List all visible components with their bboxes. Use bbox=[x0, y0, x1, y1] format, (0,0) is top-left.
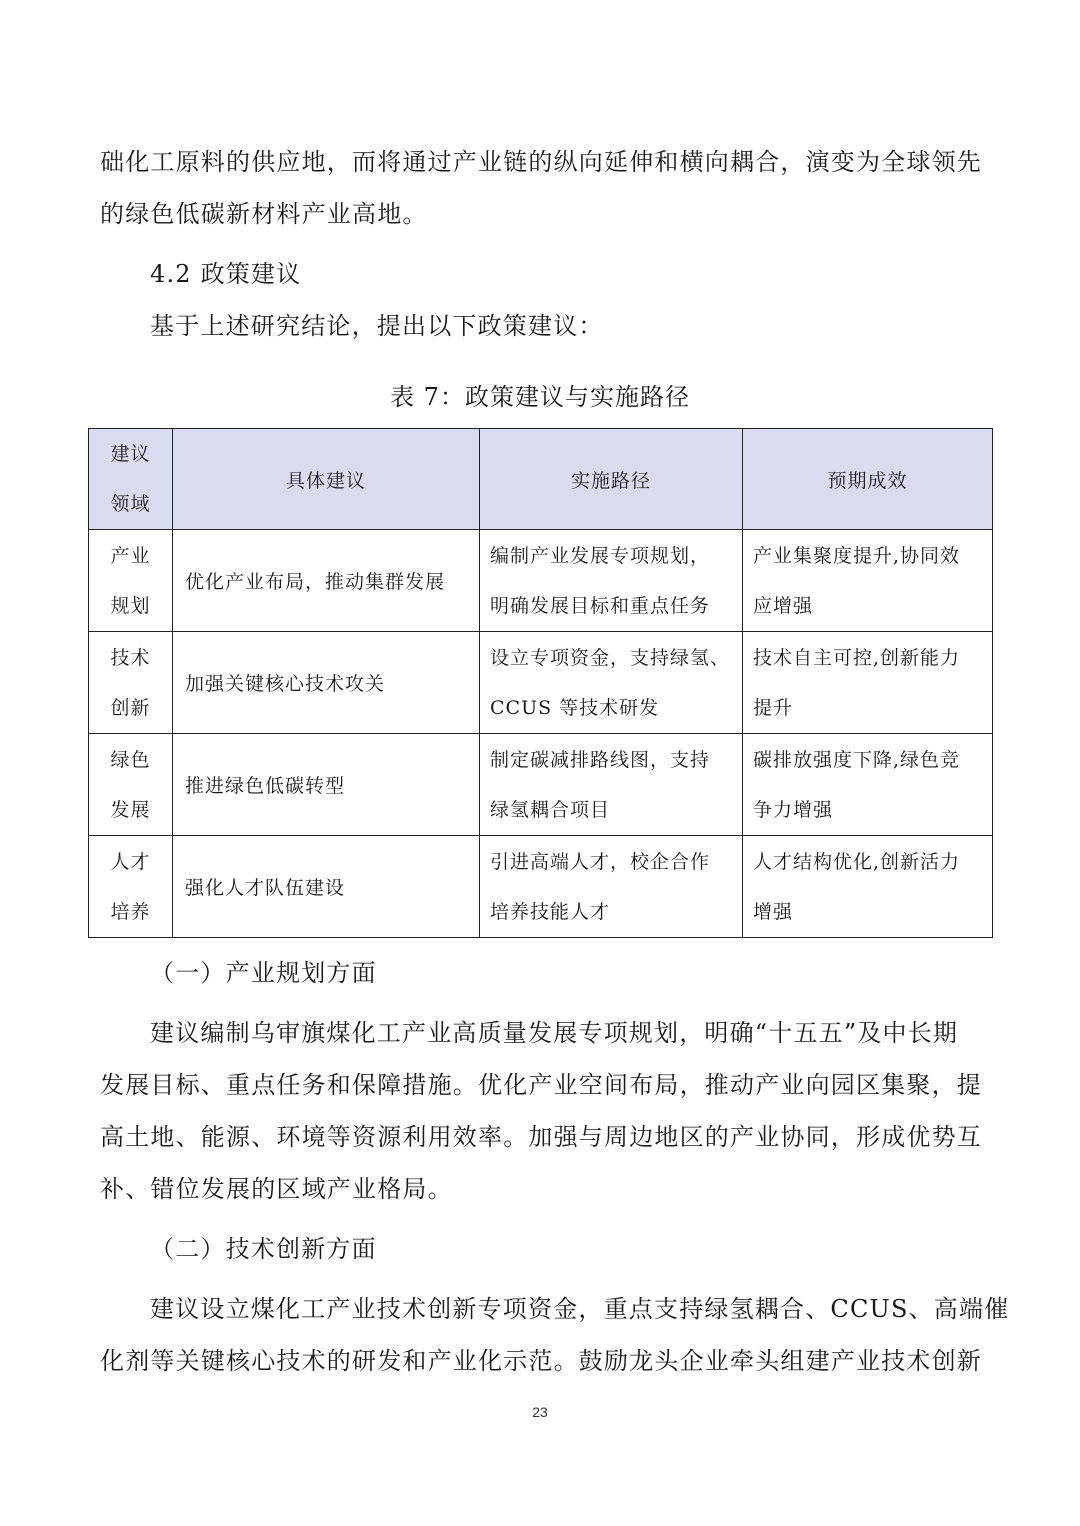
header-effect: 预期成效 bbox=[743, 429, 993, 530]
row-field-line1: 绿色 bbox=[110, 748, 151, 771]
header-field-line1: 建议 bbox=[110, 443, 151, 465]
row-effect-line2: 提升 bbox=[753, 696, 794, 719]
row-path-line2: 绿氢耦合项目 bbox=[490, 798, 611, 821]
table-row bbox=[89, 530, 993, 632]
row-path-line2: CCUS 等技术研发 bbox=[490, 696, 660, 719]
subsection-title: （二）技术创新方面 bbox=[150, 1235, 377, 1263]
row-path bbox=[480, 632, 743, 734]
table-row bbox=[89, 836, 993, 938]
row-effect-line1: 技术自主可控,创新能力 bbox=[753, 646, 961, 669]
row-suggestion: 推进绿色低碳转型 bbox=[173, 734, 480, 836]
body-text-line: 高土地、能源、环境等资源利用效率。加强与周边地区的产业协同，形成优势互 bbox=[100, 1123, 982, 1151]
row-field-line1: 技术 bbox=[110, 646, 151, 669]
subsection-title: （一）产业规划方面 bbox=[150, 959, 377, 987]
table-row bbox=[89, 734, 993, 836]
body-text-line: 发展目标、重点任务和保障措施。优化产业空间布局，推动产业向园区集聚，提 bbox=[100, 1071, 982, 1099]
header-field-line2: 领域 bbox=[110, 493, 151, 515]
row-effect bbox=[743, 836, 993, 938]
table-header-row bbox=[89, 429, 993, 530]
row-field bbox=[89, 734, 173, 836]
row-path-line1: 制定碳减排路线图，支持 bbox=[490, 748, 711, 771]
policy-table bbox=[88, 428, 993, 938]
row-path-line2: 明确发展目标和重点任务 bbox=[490, 594, 711, 617]
row-effect bbox=[743, 734, 993, 836]
body-text-line: 的绿色低碳新材料产业高地。 bbox=[100, 200, 428, 228]
table-row bbox=[89, 632, 993, 734]
row-path-line1: 引进高端人才，校企合作 bbox=[490, 850, 711, 873]
section-lead: 基于上述研究结论，提出以下政策建议： bbox=[150, 312, 604, 340]
header-suggestion: 具体建议 bbox=[173, 429, 480, 530]
row-path bbox=[480, 530, 743, 632]
header-field bbox=[89, 429, 173, 530]
body-text-line: 化剂等关键核心技术的研发和产业化示范。鼓励龙头企业牵头组建产业技术创新 bbox=[100, 1347, 982, 1375]
row-path bbox=[480, 836, 743, 938]
row-effect-line1: 产业集聚度提升,协同效 bbox=[753, 544, 961, 567]
row-path-line2: 培养技能人才 bbox=[490, 900, 611, 923]
table-caption: 表 7：政策建议与实施路径 bbox=[390, 383, 690, 411]
section-heading: 4.2 政策建议 bbox=[150, 260, 302, 288]
row-effect-line1: 人才结构优化,创新活力 bbox=[753, 850, 961, 873]
row-field bbox=[89, 632, 173, 734]
row-effect-line2: 应增强 bbox=[753, 594, 814, 617]
row-field bbox=[89, 530, 173, 632]
row-field-line2: 发展 bbox=[110, 798, 151, 821]
body-text-line: 建议设立煤化工产业技术创新专项资金，重点支持绿氢耦合、CCUS、高端催 bbox=[150, 1295, 1010, 1323]
row-path-line1: 设立专项资金，支持绿氢、 bbox=[490, 646, 731, 669]
body-text-line: 补、错位发展的区域产业格局。 bbox=[100, 1175, 453, 1203]
row-suggestion: 优化产业布局，推动集群发展 bbox=[173, 530, 480, 632]
header-path: 实施路径 bbox=[480, 429, 743, 530]
row-effect-line1: 碳排放强度下降,绿色竞 bbox=[753, 748, 961, 771]
row-effect bbox=[743, 530, 993, 632]
row-field-line1: 产业 bbox=[110, 544, 151, 567]
body-text-line: 础化工原料的供应地，而将通过产业链的纵向延伸和横向耦合，演变为全球领先 bbox=[100, 148, 982, 176]
row-effect-line2: 增强 bbox=[753, 900, 794, 923]
row-effect-line2: 争力增强 bbox=[753, 798, 834, 821]
row-path bbox=[480, 734, 743, 836]
row-field bbox=[89, 836, 173, 938]
row-suggestion: 强化人才队伍建设 bbox=[173, 836, 480, 938]
row-path-line1: 编制产业发展专项规划， bbox=[490, 544, 711, 567]
row-field-line2: 培养 bbox=[110, 900, 151, 923]
row-field-line1: 人才 bbox=[110, 850, 151, 873]
page-number: 23 bbox=[532, 1404, 548, 1420]
body-text-line: 建议编制乌审旗煤化工产业高质量发展专项规划，明确“十五五”及中长期 bbox=[150, 1019, 959, 1047]
row-field-line2: 创新 bbox=[110, 696, 151, 719]
row-field-line2: 规划 bbox=[110, 594, 151, 617]
row-effect bbox=[743, 632, 993, 734]
row-suggestion: 加强关键核心技术攻关 bbox=[173, 632, 480, 734]
